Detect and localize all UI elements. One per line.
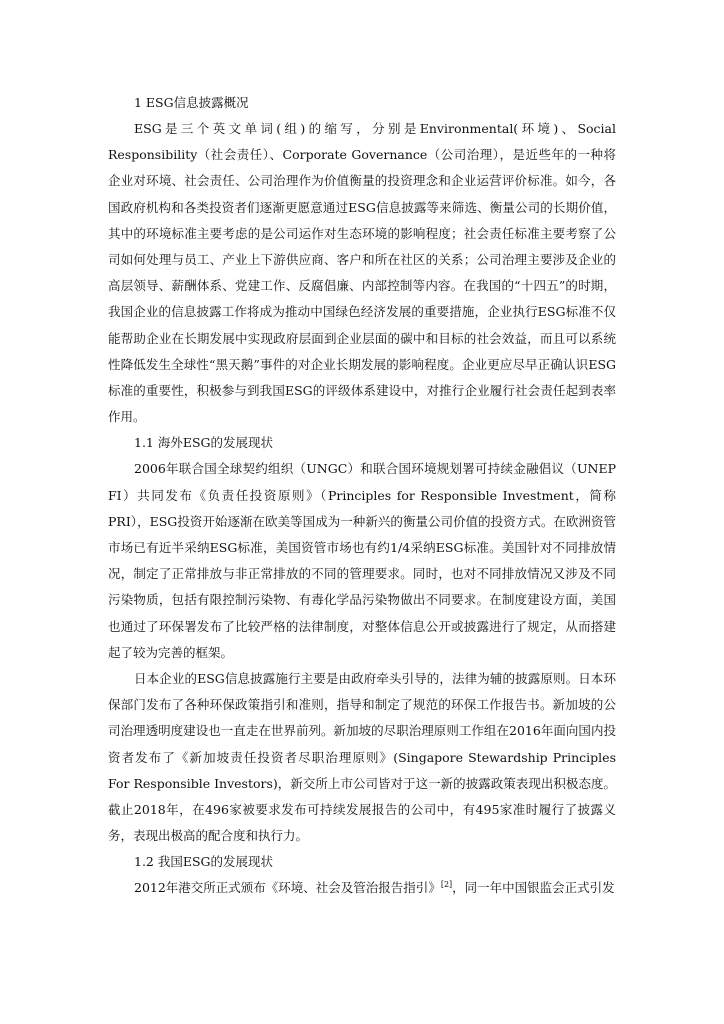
section-heading-china-esg: 1.2 我国ESG的发展现状 [134, 854, 274, 870]
paragraph-china-esg-tail: ，同一年中国银监会正式引发 [452, 880, 615, 896]
section-heading-overseas-esg: 1.1 海外ESG的发展现状 [134, 435, 274, 451]
paragraph-china-esg [108, 875, 616, 901]
citation-reference: [2] [440, 880, 453, 890]
section-heading-esg-overview: 1 ESG信息披露概况 [134, 95, 249, 110]
paragraph-esg-definition: ESG是三个英文单词(组)的缩写，分别是Environmental(环境)、Social Responsibility（社会责任）、Corporate Governance（公司治理），是近些年的一种将企业对环境、社会责任、公司治理作为价值衡量的投资理念和企业运营评价标准。如今，各国政府机构和各类投资者们逐渐更愿意通过ESG信息披露等来筛选、衡量公司的长期价值，其中的环境标准主要考虑的是公司运作对生态环境的影响程度；社会责任标准主要考察了公司如何处理与员工、产业上下游供应商、客户和所在社区的关系；公司治理主要涉及企业的高层领导、薪酬体系、党建工作、反腐倡廉、内部控制等内容。在我国的“十四五”的时期，我国企业的信息披露工作将成为推动中国绿色经济发展的重要措施，企业执行ESG标准不仅能帮助企业在长期发展中实现政府层面到企业层面的碳中和目标的社会效益，而且可以系统性降低发生全球性“黑天鹅”事件的对企业长期发展的影响程度。企业更应尽早正确认识ESG标准的重要性，积极参与到我国ESG的评级体系建设中，对推行企业履行社会责任起到表率作用。 [108, 121, 616, 425]
paragraph-japan-singapore: 日本企业的ESG信息披露施行主要是由政府牵头引导的，法律为辅的披露原则。日本环保部门发布了各种环保政策指引和准则，指导和制定了规范的环保工作报告书。新加坡的公司治理透明度建设也一直走在世界前列。新加坡的尽职治理原则工作组在2016年面向国内投资者发布了《新加坡责任投资者尽职治理原则》(Singapore Stewardship Principles For Responsible Investors)，新交所上市公司皆对于这一新的披露政策表现出积极态度。截止2018年，在496家被要求发布可持续发展报告的公司中，有495家准时履行了披露义务，表现出极高的配合度和执行力。 [108, 671, 616, 844]
paragraph-overseas-esg: 2006年联合国全球契约组织（UNGC）和联合国环境规划署可持续金融倡议（UNEP FI）共同发布《负责任投资原则》（Principles for Responsible Investment，简称PRI），ESG投资开始逐渐在欧美等国成为一种新兴的衡量公司价值的投资方式。在欧洲资管市场已有近半采纳ESG标准，美国资管市场也有约1/4采纳ESG标准。美国针对不同排放情况，制定了正常排放与非正常排放的不同的管理要求。同时，也对不同排放情况又涉及不同污染物质，包括有限控制污染物、有毒化学品污染物做出不同要求。在制度建设方面，美国也通过了环保署发布了比较严格的法律制度，对整体信息公开或披露进行了规定，从而搭建起了较为完善的框架。 [108, 461, 616, 660]
paragraph-china-esg-text: 2012年港交所正式颁布《环境、社会及管治报告指引》 [134, 880, 441, 896]
